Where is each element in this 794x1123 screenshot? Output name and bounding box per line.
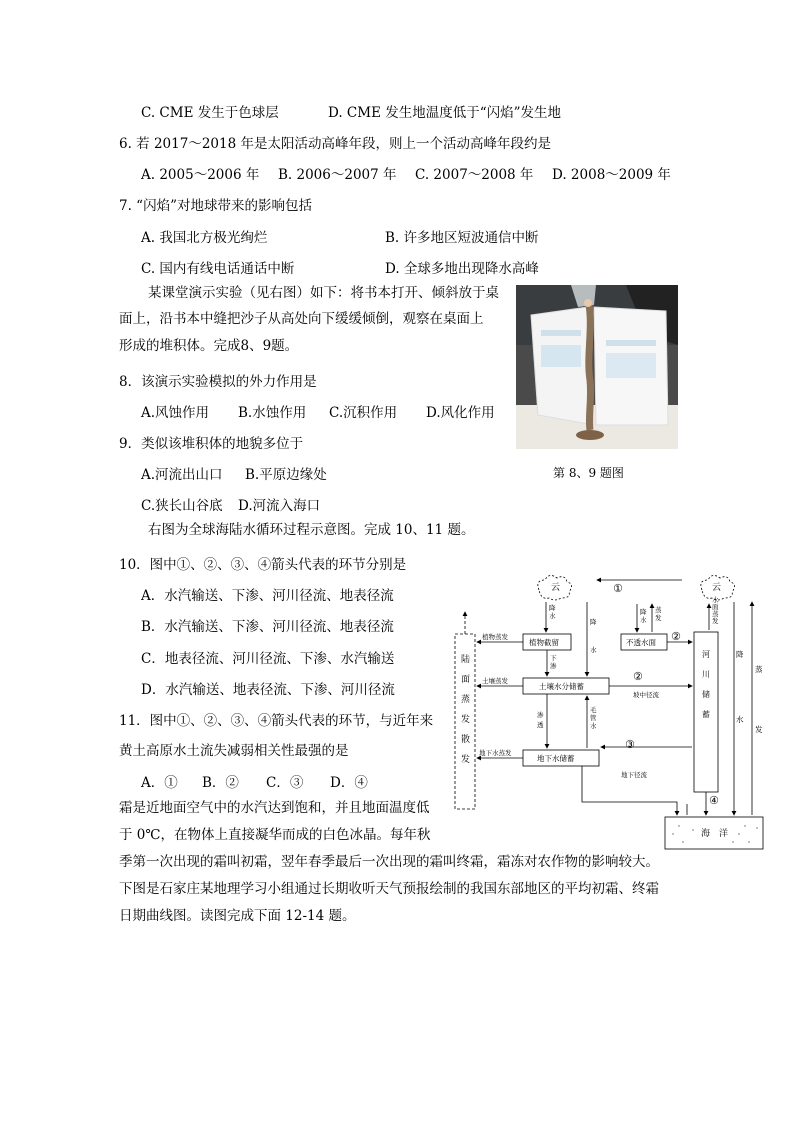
q7-option-c: C. 国内有线电话通话中断 bbox=[141, 261, 295, 277]
q7-option-d: D. 全球多地出现降水高峰 bbox=[385, 261, 539, 277]
soil-box-label: 土壤水分储蓄 bbox=[539, 682, 584, 691]
frost-line5: 日期曲线图。读图完成下面 12-14 题。 bbox=[119, 908, 356, 924]
q8-stem: 8．该演示实验模拟的外力作用是 bbox=[119, 374, 317, 390]
ground-flow-label: 地下径流 bbox=[621, 771, 647, 779]
intro-8-9-line2: 面上，沿书本中缝把沙子从高处向下缓缓倾倒，观察在桌面上 bbox=[119, 311, 484, 327]
ground-box-label: 地下水储蓄 bbox=[537, 754, 575, 763]
q7-stem: 7. “闪焰”对地球带来的影响包括 bbox=[119, 198, 312, 214]
infil-char-1: 下 bbox=[550, 654, 557, 662]
q11-option-c: C．③ bbox=[266, 775, 304, 791]
river-evap-char-4: 发 bbox=[712, 617, 719, 625]
arrow-4-label: ④ bbox=[709, 794, 719, 807]
q10-option-d: D．水汽输送、地表径流、下渗、河川径流 bbox=[141, 682, 395, 698]
land-evap-char-1: 陆 bbox=[461, 655, 471, 665]
q8-option-a: A.风蚀作用 bbox=[141, 405, 210, 421]
q11-option-d: D．④ bbox=[330, 775, 368, 791]
q9-option-d: D.河流入海口 bbox=[238, 498, 321, 514]
ocean-precip-char-1: 降 bbox=[736, 650, 744, 659]
arrow-2a-label: ② bbox=[671, 630, 681, 643]
cloud-right-label: 云 bbox=[712, 583, 722, 593]
ocean-evap-char-1: 蒸 bbox=[755, 665, 763, 674]
q11-option-b: B．② bbox=[202, 775, 239, 791]
land-evap-char-2: 面 bbox=[461, 675, 471, 685]
capil-char-2: 管 bbox=[590, 714, 597, 722]
q5-option-c: C. CME 发生于色球层 bbox=[141, 105, 279, 121]
q8-option-d: D.风化作用 bbox=[426, 405, 495, 421]
q6-option-b: B. 2006～2007 年 bbox=[278, 167, 397, 183]
q6-option-c: C. 2007～2008 年 bbox=[415, 167, 534, 183]
q5-option-d: D. CME 发生地温度低于“闪焰”发生地 bbox=[328, 105, 562, 121]
frost-line4: 下图是石家庄某地理学习小组通过长期收听天气预报绘制的我国东部地区的平均初霜、终霜 bbox=[119, 881, 659, 897]
capil-char-1: 毛 bbox=[590, 706, 597, 714]
land-evap-char-5: 散 bbox=[461, 735, 471, 745]
river-evap-char-1: 水 bbox=[712, 596, 719, 604]
frost-line1: 霜是近地面空气中的水汽达到饱和，并且地面温度低 bbox=[119, 800, 430, 816]
q8-option-b: B.水蚀作用 bbox=[238, 405, 307, 421]
q6-option-a: A. 2005～2006 年 bbox=[141, 167, 260, 183]
frost-line2: 于 0℃，在物体上直接凝华而成的白色冰晶。每年秋 bbox=[119, 827, 431, 843]
intro-10-11: 右图为全球海陆水循环过程示意图。完成 10、11 题。 bbox=[148, 522, 475, 538]
figure-8-9-caption: 第 8、9 题图 bbox=[553, 466, 624, 480]
river-char-1: 河 bbox=[702, 650, 710, 659]
river-char-2: 川 bbox=[702, 670, 710, 679]
q10-option-a: A．水汽输送、下渗、河川径流、地表径流 bbox=[141, 588, 394, 604]
surface-flow-label: 坡中径流 bbox=[633, 691, 659, 699]
intro-8-9-line3: 形成的堆积体。完成8、9题。 bbox=[119, 338, 299, 354]
ocean-evap-char-2: 发 bbox=[755, 725, 763, 734]
q8-option-c: C.沉积作用 bbox=[329, 405, 398, 421]
frost-line3: 季第一次出现的霜叫初霜，翌年春季最后一次出现的霜叫终霜，霜冻对农作物的影响较大。 bbox=[119, 854, 659, 870]
q9-option-c: C.狭长山谷底 bbox=[141, 498, 223, 514]
q9-option-a: A.河流出山口 bbox=[141, 467, 223, 483]
q9-option-b: B.平原边缘处 bbox=[245, 467, 327, 483]
arrow-3-label: ③ bbox=[625, 738, 635, 751]
q11-stem-line1: 11．图中①、②、③、④箭头代表的环节，与近年来 bbox=[119, 713, 434, 729]
arrow-1-label: ① bbox=[613, 582, 623, 595]
capil-char-3: 水 bbox=[590, 722, 597, 730]
q11-option-a: A．① bbox=[141, 775, 178, 791]
precip-left-char-1: 降 bbox=[549, 604, 556, 612]
intro-8-9-line1: 某课堂演示实验（见右图）如下：将书本打开、倾斜放于桌 bbox=[148, 285, 499, 301]
water-cycle-diagram bbox=[447, 572, 769, 854]
arrow-2b-label: ② bbox=[633, 670, 643, 683]
plant-box-label: 植物截留 bbox=[529, 638, 559, 647]
ocean-label: 海 洋 bbox=[701, 829, 729, 839]
imp-evap-char-1: 蒸 bbox=[655, 606, 662, 614]
river-char-4: 蓄 bbox=[702, 710, 710, 719]
q11-stem-line2: 黄土高原水土流失减弱相关性最强的是 bbox=[119, 743, 349, 759]
sand-book-photo bbox=[516, 285, 678, 449]
soil-evap-label: 土壤蒸发 bbox=[482, 677, 508, 685]
plant-evap-label: 植物蒸发 bbox=[482, 633, 508, 641]
river-evap-char-3: 蒸 bbox=[712, 610, 719, 618]
perc-char-1: 渗 bbox=[537, 711, 544, 719]
q10-stem: 10．图中①、②、③、④箭头代表的环节分别是 bbox=[119, 557, 407, 573]
q6-stem: 6. 若 2017～2018 年是太阳活动高峰年段，则上一个活动高峰年段约是 bbox=[119, 136, 551, 152]
land-evap-char-6: 发 bbox=[461, 755, 471, 765]
impervious-box-label: 不透水面 bbox=[626, 638, 656, 647]
imp-precip-char-1: 降 bbox=[640, 608, 647, 616]
imp-precip-char-2: 水 bbox=[640, 616, 647, 624]
precip-right-char-1: 降 bbox=[590, 618, 597, 626]
ground-evap-label: 地下水蒸发 bbox=[479, 749, 512, 757]
q9-stem: 9．类似该堆积体的地貌多位于 bbox=[119, 436, 304, 452]
cloud-left-label: 云 bbox=[551, 583, 561, 593]
perc-char-2: 透 bbox=[537, 721, 544, 729]
q6-option-d: D. 2008～2009 年 bbox=[552, 167, 671, 183]
river-evap-char-2: 面 bbox=[712, 603, 719, 611]
land-evap-char-4: 发 bbox=[461, 715, 471, 725]
precip-right-char-2: 水 bbox=[590, 646, 597, 654]
q7-option-b: B. 许多地区短波通信中断 bbox=[385, 230, 539, 246]
infil-char-2: 渗 bbox=[550, 662, 557, 670]
river-char-3: 储 bbox=[702, 690, 710, 699]
precip-left-char-2: 水 bbox=[549, 612, 556, 620]
q7-option-a: A. 我国北方极光绚烂 bbox=[141, 230, 268, 246]
ocean-precip-char-2: 水 bbox=[736, 715, 744, 724]
q10-option-b: B．水汽输送、下渗、河川径流、地表径流 bbox=[141, 619, 394, 635]
q10-option-c: C．地表径流、河川径流、下渗、水汽输送 bbox=[141, 651, 395, 667]
land-evap-char-3: 蒸 bbox=[461, 695, 471, 705]
imp-evap-char-2: 发 bbox=[655, 614, 662, 622]
